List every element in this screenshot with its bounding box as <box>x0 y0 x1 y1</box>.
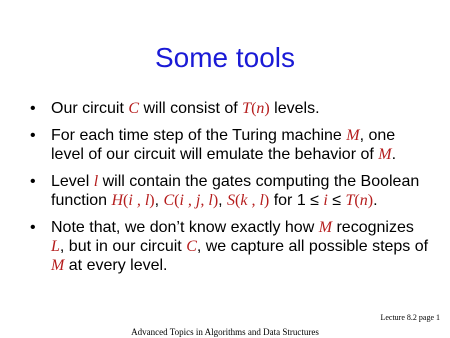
math-variable: T <box>345 192 355 209</box>
math-variable: C <box>128 100 140 117</box>
math-variable: L <box>51 238 60 255</box>
page-number: Lecture 8.2 page 1 <box>380 313 440 322</box>
math-variable: M <box>346 127 360 144</box>
math-variable: T <box>242 100 252 117</box>
math-variable: ) <box>212 192 219 209</box>
math-variable: M <box>51 257 65 274</box>
math-variable: ( <box>354 192 360 209</box>
math-variable: ( <box>235 192 241 209</box>
bullet-item: • Level l will contain the gates computing the Boolean function H(i , l), C(i , j, l), S(k , l) for 1 ≤ i ≤ T(n). <box>30 172 430 210</box>
math-variable: i , j, l <box>179 192 213 209</box>
math-variable: C <box>163 192 175 209</box>
math-variable: i <box>323 192 328 209</box>
math-variable: i , l <box>128 192 150 209</box>
course-title: Advanced Topics in Algorithms and Data Structures <box>131 327 319 337</box>
math-variable: ( <box>251 100 257 117</box>
math-variable: l <box>93 173 99 190</box>
bullet-list <box>30 99 430 283</box>
bullet-item: • Our circuit C will consist of T(n) levels. <box>30 99 430 118</box>
slide-title: Some tools <box>154 42 296 73</box>
math-variable: C <box>186 238 197 255</box>
math-variable: k , l <box>240 192 264 209</box>
math-variable: ) <box>149 192 155 209</box>
math-variable: ( <box>174 192 180 209</box>
math-variable: n <box>256 100 265 117</box>
math-variable: M <box>378 146 392 163</box>
math-variable: ) <box>264 100 270 117</box>
math-variable: ) <box>263 192 270 209</box>
math-variable: S <box>227 192 236 209</box>
bullet-item: • Note that, we don’t know exactly how M recognizes L, but in our circuit C, we capture all possible steps of M at every level. <box>30 218 430 275</box>
math-variable: n <box>359 192 368 209</box>
math-variable: M <box>318 219 333 236</box>
math-variable: H <box>111 192 124 209</box>
bullet-item: • For each time step of the Turing machine M, one level of our circuit will emulate the behavior of M. <box>30 126 430 164</box>
math-variable: ( <box>123 192 129 209</box>
math-variable: ) <box>367 192 374 209</box>
